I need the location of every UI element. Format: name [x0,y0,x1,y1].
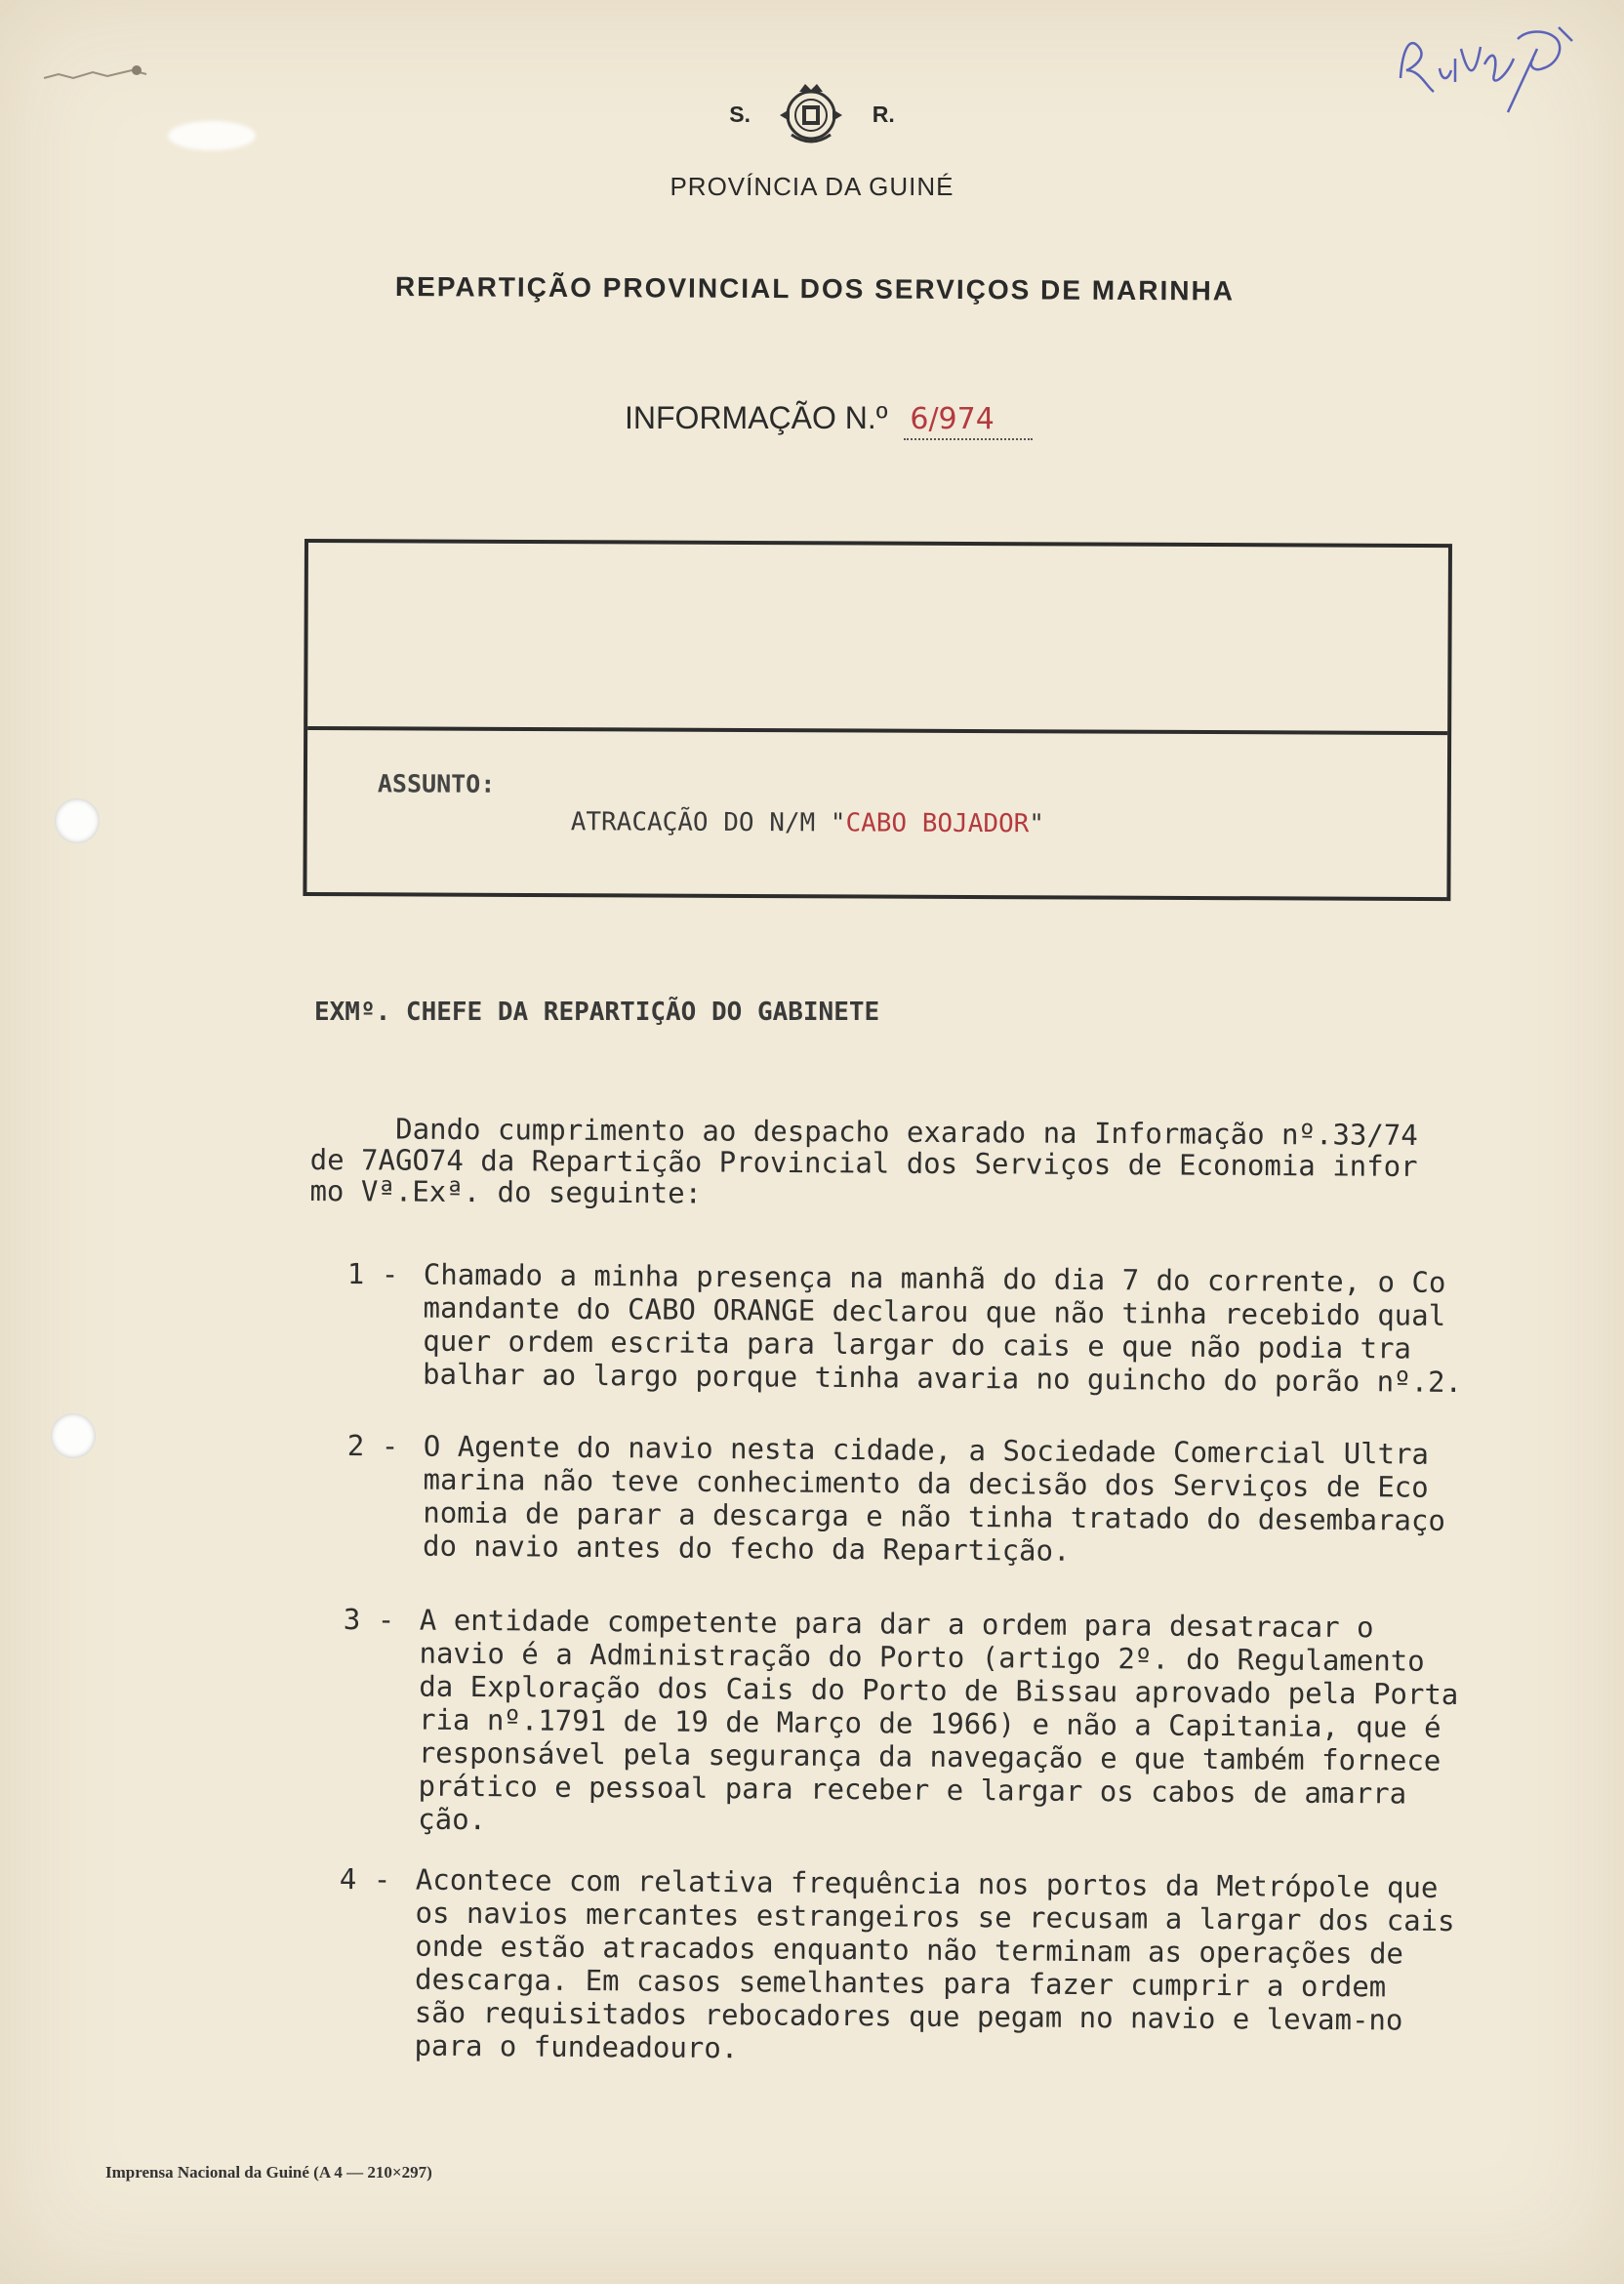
item-line: O Agente do navio nesta cidade, a Sociedade Comercial Ultra [423,1429,1430,1471]
subject-label: ASSUNTO: [377,769,496,798]
item-line: ria nº.1791 de 19 de Março de 1966) e não a Capitania, que é [418,1702,1441,1744]
information-number-line [625,400,1033,440]
item-line: são requisitados rebocadores que pegam no navio e levam-no [414,1995,1403,2037]
item-line: navio é a Administração do Porto (artigo 2º. do Regulamento [419,1636,1425,1678]
coat-of-arms-icon [776,80,846,148]
item-line: ção. [418,1802,487,1837]
item-line: do navio antes do fecho da Repartição. [422,1529,1071,1568]
punch-hole-top [55,798,100,843]
item-line: nomia de parar a descarga e não tinha tratado do desembaraço [423,1495,1446,1537]
state-header [0,80,1624,148]
item-body [423,1258,1463,1399]
item-line: responsável pela segurança da navegação e que também fornece [418,1735,1441,1777]
box-divider [307,726,1447,735]
item-line: descarga. Em casos semelhantes para fazer cumprir a ordem [414,1962,1387,2004]
intro-paragraph [309,1113,1579,1214]
information-number: 6/974 [904,402,1033,440]
item-number: 4 - [339,1862,391,1897]
intro-line: de 7AGO74 da Repartição Provincial dos Serviços de Economia infor [309,1142,1418,1183]
item-line: quer ordem escrita para largar do cais e que não podia tra [423,1324,1412,1366]
information-label: INFORMAÇÃO N.º [625,400,888,435]
intro-line: Dando cumprimento ao despacho exarado na Informação nº.33/74 [309,1112,1418,1152]
item-body [414,1863,1455,2070]
punch-hole-bottom [51,1413,96,1458]
item-body [418,1604,1459,1844]
item-number: 2 - [346,1429,399,1463]
item-body [423,1430,1446,1570]
item-line: onde estão atracados enquanto não terminam as operações de [415,1929,1404,1971]
department-title: REPARTIÇÃO PROVINCIAL DOS SERVIÇOS DE MARINHA [394,271,1236,306]
subject-box [303,539,1452,901]
item-line: mandante do CABO ORANGE declarou que não tinha recebido qual [423,1290,1446,1332]
item-line: para o fundeadouro. [414,2028,739,2065]
item-line: Chamado a minha presença na manhã do dia 7 do corrente, o Co [423,1257,1446,1299]
sr-left-letter: S. [729,101,751,127]
sr-right-letter: R. [872,101,895,127]
item-number: 1 - [346,1257,399,1291]
printer-footer: Imprensa Nacional da Guiné (A 4 — 210×297) [105,2163,432,2182]
subject-prefix: ATRACAÇÃO DO N/M " [570,807,846,838]
item-line: Acontece com relativa frequência nos portos da Metrópole que [415,1862,1439,1904]
item-line: prático e pessoal para receber e largar os cabos de amarra [418,1769,1407,1811]
item-line: marina não teve conhecimento da decisão dos Serviços de Eco [423,1462,1429,1504]
item-line: da Exploração dos Cais do Porto de Bissau aprovado pela Porta [419,1669,1459,1711]
item-line: balhar ao largo porque tinha avaria no guincho do porão nº.2. [422,1357,1463,1399]
item-number: 3 - [343,1603,395,1637]
subject-ship-name: CABO BOJADOR [845,808,1030,839]
province-title: PROVÍNCIA DA GUINÉ [670,172,954,201]
item-line: A entidade competente para dar a ordem para desatracar o [419,1603,1374,1645]
intro-line: mo Vª.Exª. do seguinte: [309,1173,703,1210]
item-line: os navios mercantes estrangeiros se recusam a largar dos cais [415,1896,1455,1937]
addressee: EXMº. CHEFE DA REPARTIÇÃO DO GABINETE [314,998,880,1027]
subject-text [571,807,1044,838]
subject-suffix: " [1029,809,1045,839]
